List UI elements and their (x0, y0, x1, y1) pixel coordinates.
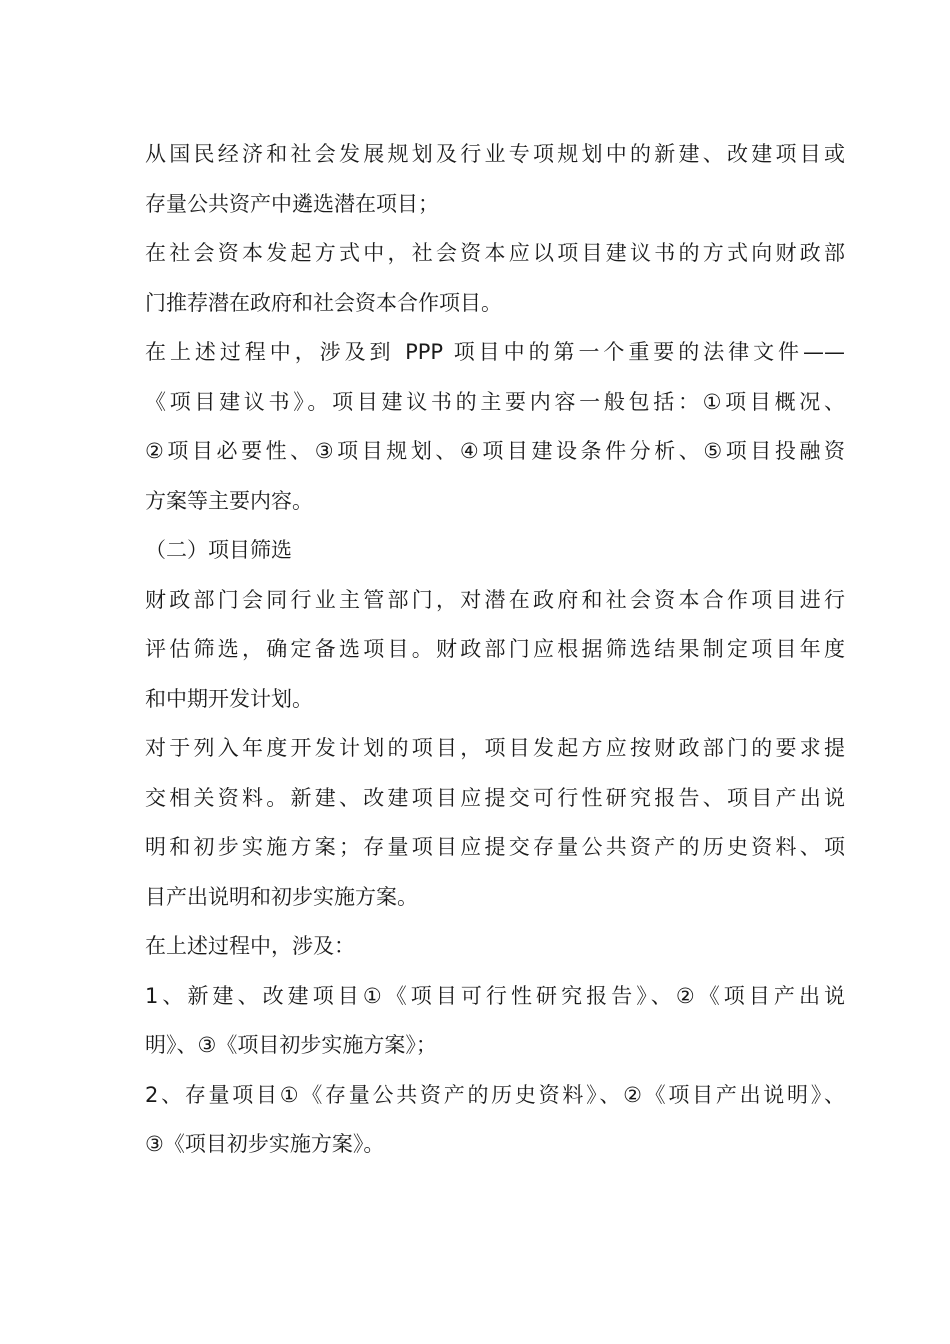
text-line: 交相关资料。新建、改建项目应提交可行性研究报告、项目产出说 (145, 785, 845, 810)
text-line: 《项目建议书》。项目建议书的主要内容一般包括：①项目概况、 (145, 389, 845, 414)
document-body (145, 130, 845, 1170)
text-line: ③《项目初步实施方案》。 (145, 1132, 385, 1156)
text-line: 评估筛选，确定备选项目。财政部门应根据筛选结果制定项目年度 (145, 637, 845, 661)
text-line: 明和初步实施方案；存量项目应提交存量公共资产的历史资料、项 (145, 835, 845, 859)
text-line: 存量公共资产中遴选潜在项目； (145, 191, 439, 216)
text-line: 1、新建、改建项目①《项目可行性研究报告》、②《项目产出说 (145, 983, 845, 1008)
text-line: 明》、③《项目初步实施方案》； (145, 1033, 437, 1057)
text-line: 门推荐潜在政府和社会资本合作项目。 (145, 290, 502, 315)
text-line: 目产出说明和初步实施方案。 (145, 884, 418, 909)
text-line: 在上述过程中，涉及： (145, 934, 355, 958)
text-line: 和中期开发计划。 (145, 686, 313, 711)
text-line: ②项目必要性、③项目规划、④项目建设条件分析、⑤项目投融资 (145, 439, 845, 463)
text-line: 财政部门会同行业主管部门，对潜在政府和社会资本合作项目进行 (145, 587, 845, 612)
text-line: 从国民经济和社会发展规划及行业专项规划中的新建、改建项目或 (145, 142, 845, 166)
text-line: 在社会资本发起方式中，社会资本应以项目建议书的方式向财政部 (145, 241, 845, 265)
text-line: 对于列入年度开发计划的项目，项目发起方应按财政部门的要求提 (145, 736, 845, 760)
text-line: 2、存量项目①《存量公共资产的历史资料》、②《项目产出说明》、 (145, 1082, 845, 1107)
text-line: 在上述过程中，涉及到 PPP 项目中的第一个重要的法律文件—— (145, 340, 845, 364)
text-line: （二）项目筛选 (145, 538, 292, 562)
text-line: 方案等主要内容。 (145, 488, 313, 513)
